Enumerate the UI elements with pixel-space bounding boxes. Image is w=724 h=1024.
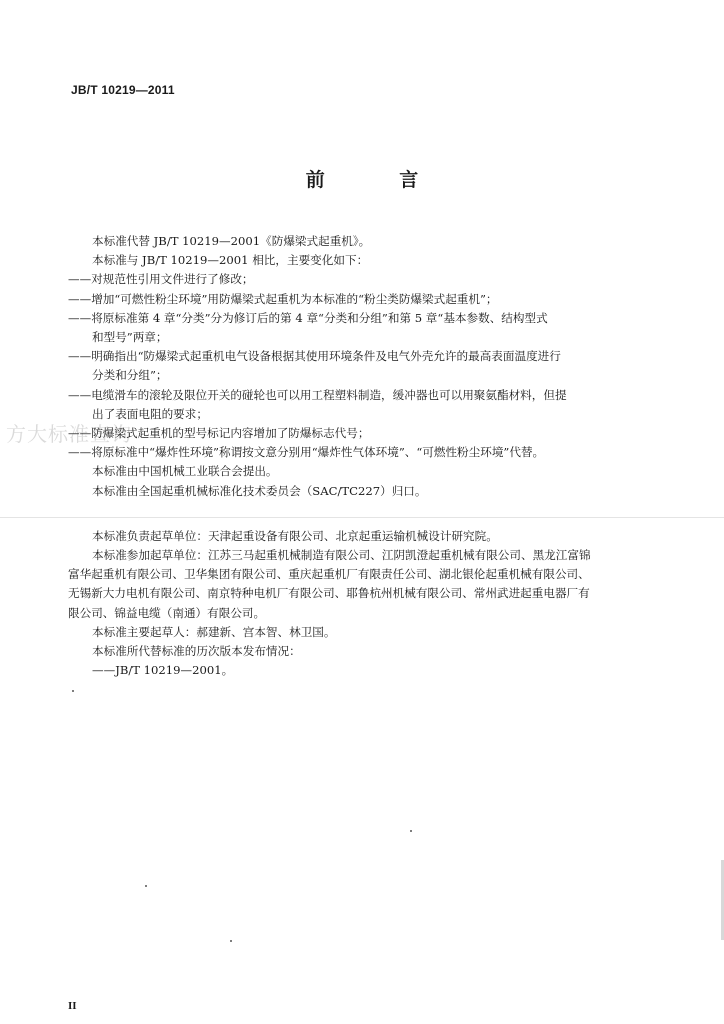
history-intro: 本标准所代替标准的历次版本发布情况： bbox=[92, 644, 301, 659]
main-drafters: 本标准主要起草人：郝建新、宫本智、林卫国。 bbox=[92, 624, 336, 639]
change-item: ——增加“可燃性粉尘环境”用防爆梁式起重机为本标准的“粉尘类防爆梁式起重机”； bbox=[68, 291, 498, 306]
history-item: ——JB/T 10219—2001。 bbox=[92, 663, 234, 678]
lead-drafting-unit: 本标准负责起草单位：天津起重设备有限公司、北京起重运输机械设计研究院。 bbox=[92, 528, 498, 543]
participating-units-line: 无锡新大力电机有限公司、南京特种电机厂有限公司、耶鲁杭州机械有限公司、常州武进起重电器厂有 bbox=[68, 586, 590, 601]
change-item: ——电缆滑车的滚轮及限位开关的碰轮也可以用工程塑料制造，缓冲器也可以用聚氨酯材料，但提 bbox=[68, 387, 567, 402]
scan-speck bbox=[230, 940, 232, 942]
paragraph-proposer: 本标准由中国机械工业联合会提出。 bbox=[92, 464, 278, 479]
scan-speck bbox=[410, 830, 412, 832]
participating-units-line: 富华起重机有限公司、卫华集团有限公司、重庆起重机厂有限责任公司、湖北银伦起重机械有限公司、 bbox=[68, 567, 590, 582]
standard-code: JB/T 10219—2011 bbox=[71, 83, 175, 97]
change-item: ——明确指出“防爆梁式起重机电气设备根据其使用环境条件及电气外壳允许的最高表面温度进行 bbox=[68, 349, 561, 364]
paragraph-custody: 本标准由全国起重机械标准化技术委员会（SAC/TC227）归口。 bbox=[92, 483, 427, 498]
change-item-continuation: 出了表面电阻的要求； bbox=[92, 406, 208, 421]
page-title: 前 言 bbox=[305, 169, 453, 191]
paragraph-replaces: 本标准代替 JB/T 10219—2001《防爆梁式起重机》。 bbox=[92, 234, 371, 248]
change-item-continuation: 分类和分组”； bbox=[92, 368, 168, 383]
change-item: ——对规范性引用文件进行了修改； bbox=[68, 272, 254, 287]
change-item: ——将原标准中“爆炸性环境”称谓按文意分别用“爆炸性气体环境”、“可燃性粉尘环境”代替。 bbox=[68, 445, 545, 460]
change-item: ——将原标准第 4 章“分类”分为修订后的第 4 章“分类和分组”和第 5 章“基本参数、结构型式 bbox=[68, 310, 548, 325]
watermark-text: 方大标准查询 bbox=[6, 422, 132, 446]
change-item-continuation: 和型号”两章； bbox=[92, 330, 168, 345]
scan-speck bbox=[72, 690, 74, 692]
participating-units-line: 限公司、锦益电缆（南通）有限公司。 bbox=[68, 605, 266, 620]
change-item: ——防爆梁式起重机的型号标记内容增加了防爆标志代号； bbox=[68, 426, 370, 441]
paragraph-changes-intro: 本标准与 JB/T 10219—2001 相比，主要变化如下： bbox=[92, 253, 369, 268]
page-number: II bbox=[68, 1000, 77, 1012]
scan-divider-line bbox=[0, 517, 724, 518]
scan-speck bbox=[145, 885, 147, 887]
participating-units-line: 本标准参加起草单位：江苏三马起重机械制造有限公司、江阴凯澄起重机械有限公司、黑龙江富锦 bbox=[92, 548, 591, 563]
